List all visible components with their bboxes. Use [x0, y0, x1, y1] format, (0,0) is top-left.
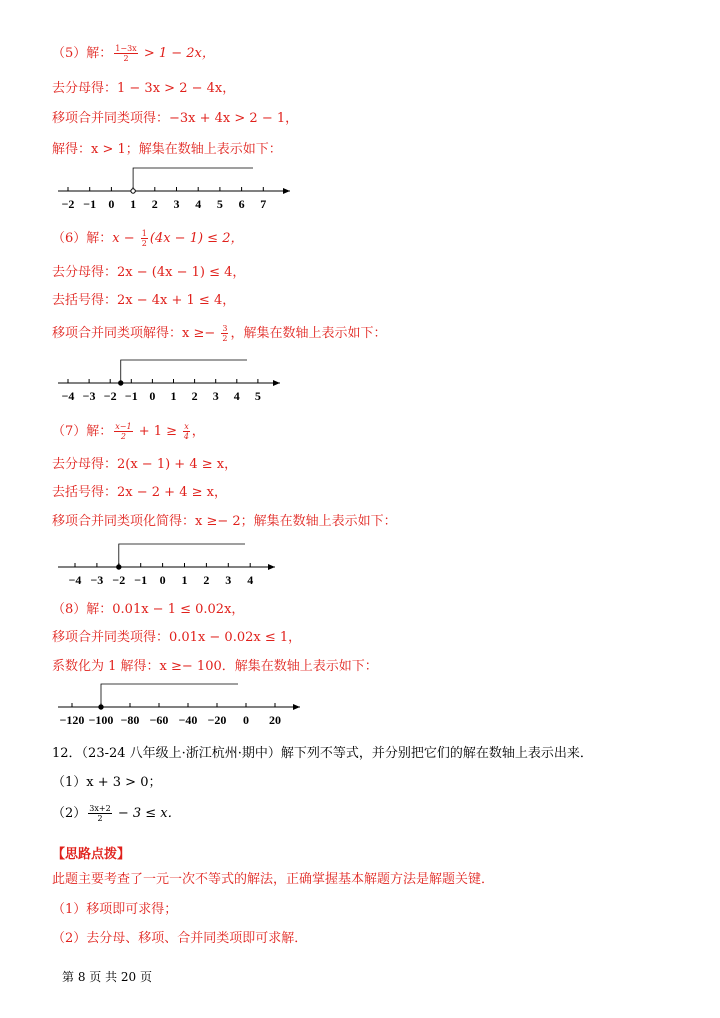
tick-label: 2 [151, 197, 158, 211]
p6-frac-num: 1 [141, 229, 147, 238]
tick-label: −4 [68, 573, 82, 587]
tick-label: 0 [243, 713, 249, 727]
tick-label: 3 [212, 389, 219, 403]
p5-fraction [114, 44, 137, 63]
closed-endpoint [117, 565, 121, 569]
tick-label: −60 [149, 713, 169, 727]
q12-item2-head: （2） [52, 806, 87, 821]
p6-l4-fraction [221, 324, 228, 343]
hint-step-1: （1）移项即可求得； [52, 902, 178, 917]
tick-label: −2 [103, 389, 117, 403]
open-endpoint [131, 189, 135, 193]
p5-frac-den: 2 [123, 54, 129, 63]
tick-label: 7 [260, 197, 267, 211]
p6-l4-frac-den: 2 [222, 334, 228, 343]
p5-ineq: > 1 − 2x， [139, 46, 215, 61]
solution-bracket [119, 544, 245, 567]
q12-item-1: （1）x + 3 > 0； [52, 775, 162, 790]
p6-l4-pre: 移项合并同类项解得：x ≥− [52, 326, 220, 341]
tick-label: −3 [90, 573, 104, 587]
tick-label: 1 [181, 573, 188, 587]
p5-line3: 移项合并同类项得：−3x + 4x > 2 − 1， [52, 111, 299, 126]
tick-label: −2 [61, 197, 75, 211]
closed-endpoint [119, 381, 123, 385]
tick-label: 3 [173, 197, 180, 211]
tick-label: −40 [178, 713, 198, 727]
axis-arrow [273, 380, 280, 386]
p8-line3: 系数化为 1 解得：x ≥− 100．解集在数轴上表示如下： [52, 659, 378, 674]
p6-pre: x − [112, 231, 139, 246]
tick-label: 20 [269, 713, 281, 727]
tick-label: 0 [108, 197, 115, 211]
hint-step-2: （2）去分母、移项、合并同类项即可求解． [52, 931, 308, 946]
p7-fraction-1 [114, 422, 132, 441]
p7-tail: ， [191, 424, 205, 439]
p6-frac-den: 2 [141, 239, 147, 248]
p6-line1 [52, 229, 243, 248]
p7-frac2-den: 4 [183, 432, 189, 441]
tick-label: 0 [159, 573, 166, 587]
p7-fraction-2 [183, 422, 190, 441]
tick-label: 3 [225, 573, 232, 587]
p5-frac-num: 1−3x [115, 44, 137, 53]
p6-head: （6）解： [52, 231, 113, 246]
axis-arrow [268, 564, 275, 570]
tick-label: −1 [83, 197, 97, 211]
q12-item-2 [52, 804, 181, 823]
p5-number-line [0, 160, 720, 220]
tick-label: −20 [207, 713, 227, 727]
p6-ineq: (4x − 1) ≤ 2， [149, 231, 244, 246]
tick-label: 2 [191, 389, 198, 403]
p7-mid: + 1 ≥ [134, 424, 182, 439]
solution-bracket [133, 168, 253, 191]
p6-fraction [141, 229, 148, 248]
p7-frac-den: 2 [120, 432, 126, 441]
p6-line2: 去分母得：2x − (4x − 1) ≤ 4， [52, 265, 246, 280]
q12-item2-tail: − 3 ≤ x． [113, 806, 181, 821]
tick-label: 4 [195, 197, 202, 211]
tick-label: 6 [238, 197, 245, 211]
q12-item2-den: 2 [97, 814, 103, 823]
hint-title: 【思路点拨】 [52, 847, 131, 862]
page-footer: 第 8 页 共 20 页 [62, 970, 152, 984]
p5-line2: 去分母得：1 − 3x > 2 − 4x， [52, 81, 236, 96]
p6-l4-frac-num: 3 [222, 324, 228, 333]
p6-line3: 去括号得：2x − 4x + 1 ≤ 4， [52, 293, 236, 308]
tick-label: 2 [203, 573, 210, 587]
tick-label: −2 [112, 573, 126, 587]
p7-number-line [0, 536, 720, 596]
tick-label: 1 [130, 197, 137, 211]
p6-l4-tail: ，解集在数轴上表示如下： [230, 326, 387, 341]
p7-head: （7）解： [52, 424, 113, 439]
tick-label: −3 [82, 389, 96, 403]
tick-label: −1 [134, 573, 148, 587]
p6-line4 [52, 324, 387, 343]
axis-arrow [293, 704, 300, 710]
p5-line4: 解得：x > 1；解集在数轴上表示如下： [52, 142, 282, 157]
p6-number-line [0, 352, 720, 412]
p8-line1: （8）解：0.01x − 1 ≤ 0.02x， [52, 602, 245, 617]
tick-label: −4 [61, 389, 75, 403]
tick-label: −100 [88, 713, 114, 727]
tick-label: 4 [247, 573, 254, 587]
p7-line2: 去分母得：2(x − 1) + 4 ≥ x， [52, 457, 238, 472]
tick-label: 0 [149, 389, 156, 403]
p5-head: （5）解： [52, 46, 113, 61]
p8-line2: 移项合并同类项得：0.01x − 0.02x ≤ 1， [52, 630, 302, 645]
tick-label: −1 [124, 389, 138, 403]
p7-line4: 移项合并同类项化简得：x ≥− 2；解集在数轴上表示如下： [52, 514, 397, 529]
axis-arrow [283, 188, 290, 194]
q12-item2-fraction [88, 804, 111, 823]
p7-line1 [52, 422, 205, 441]
q12-title: 12．（23-24 八年级上·浙江杭州·期中）解下列不等式，并分别把它们的解在数轴上表示出来． [52, 746, 593, 761]
solution-bracket [121, 360, 247, 383]
tick-label: −80 [120, 713, 140, 727]
tick-label: 4 [233, 389, 240, 403]
closed-endpoint [99, 705, 103, 709]
hint-body: 此题主要考查了一元一次不等式的解法，正确掌握基本解题方法是解题关键． [52, 872, 495, 887]
p8-number-line [0, 682, 720, 742]
q12-item2-num: 3x+2 [89, 804, 111, 813]
tick-label: −120 [59, 713, 85, 727]
p7-frac2-num: x [184, 422, 189, 431]
tick-label: 5 [254, 389, 261, 403]
p7-line3: 去括号得：2x − 2 + 4 ≥ x， [52, 485, 227, 500]
tick-label: 5 [216, 197, 223, 211]
p7-frac-num: x−1 [115, 422, 132, 431]
p5-line1 [52, 44, 215, 63]
tick-label: 1 [170, 389, 177, 403]
